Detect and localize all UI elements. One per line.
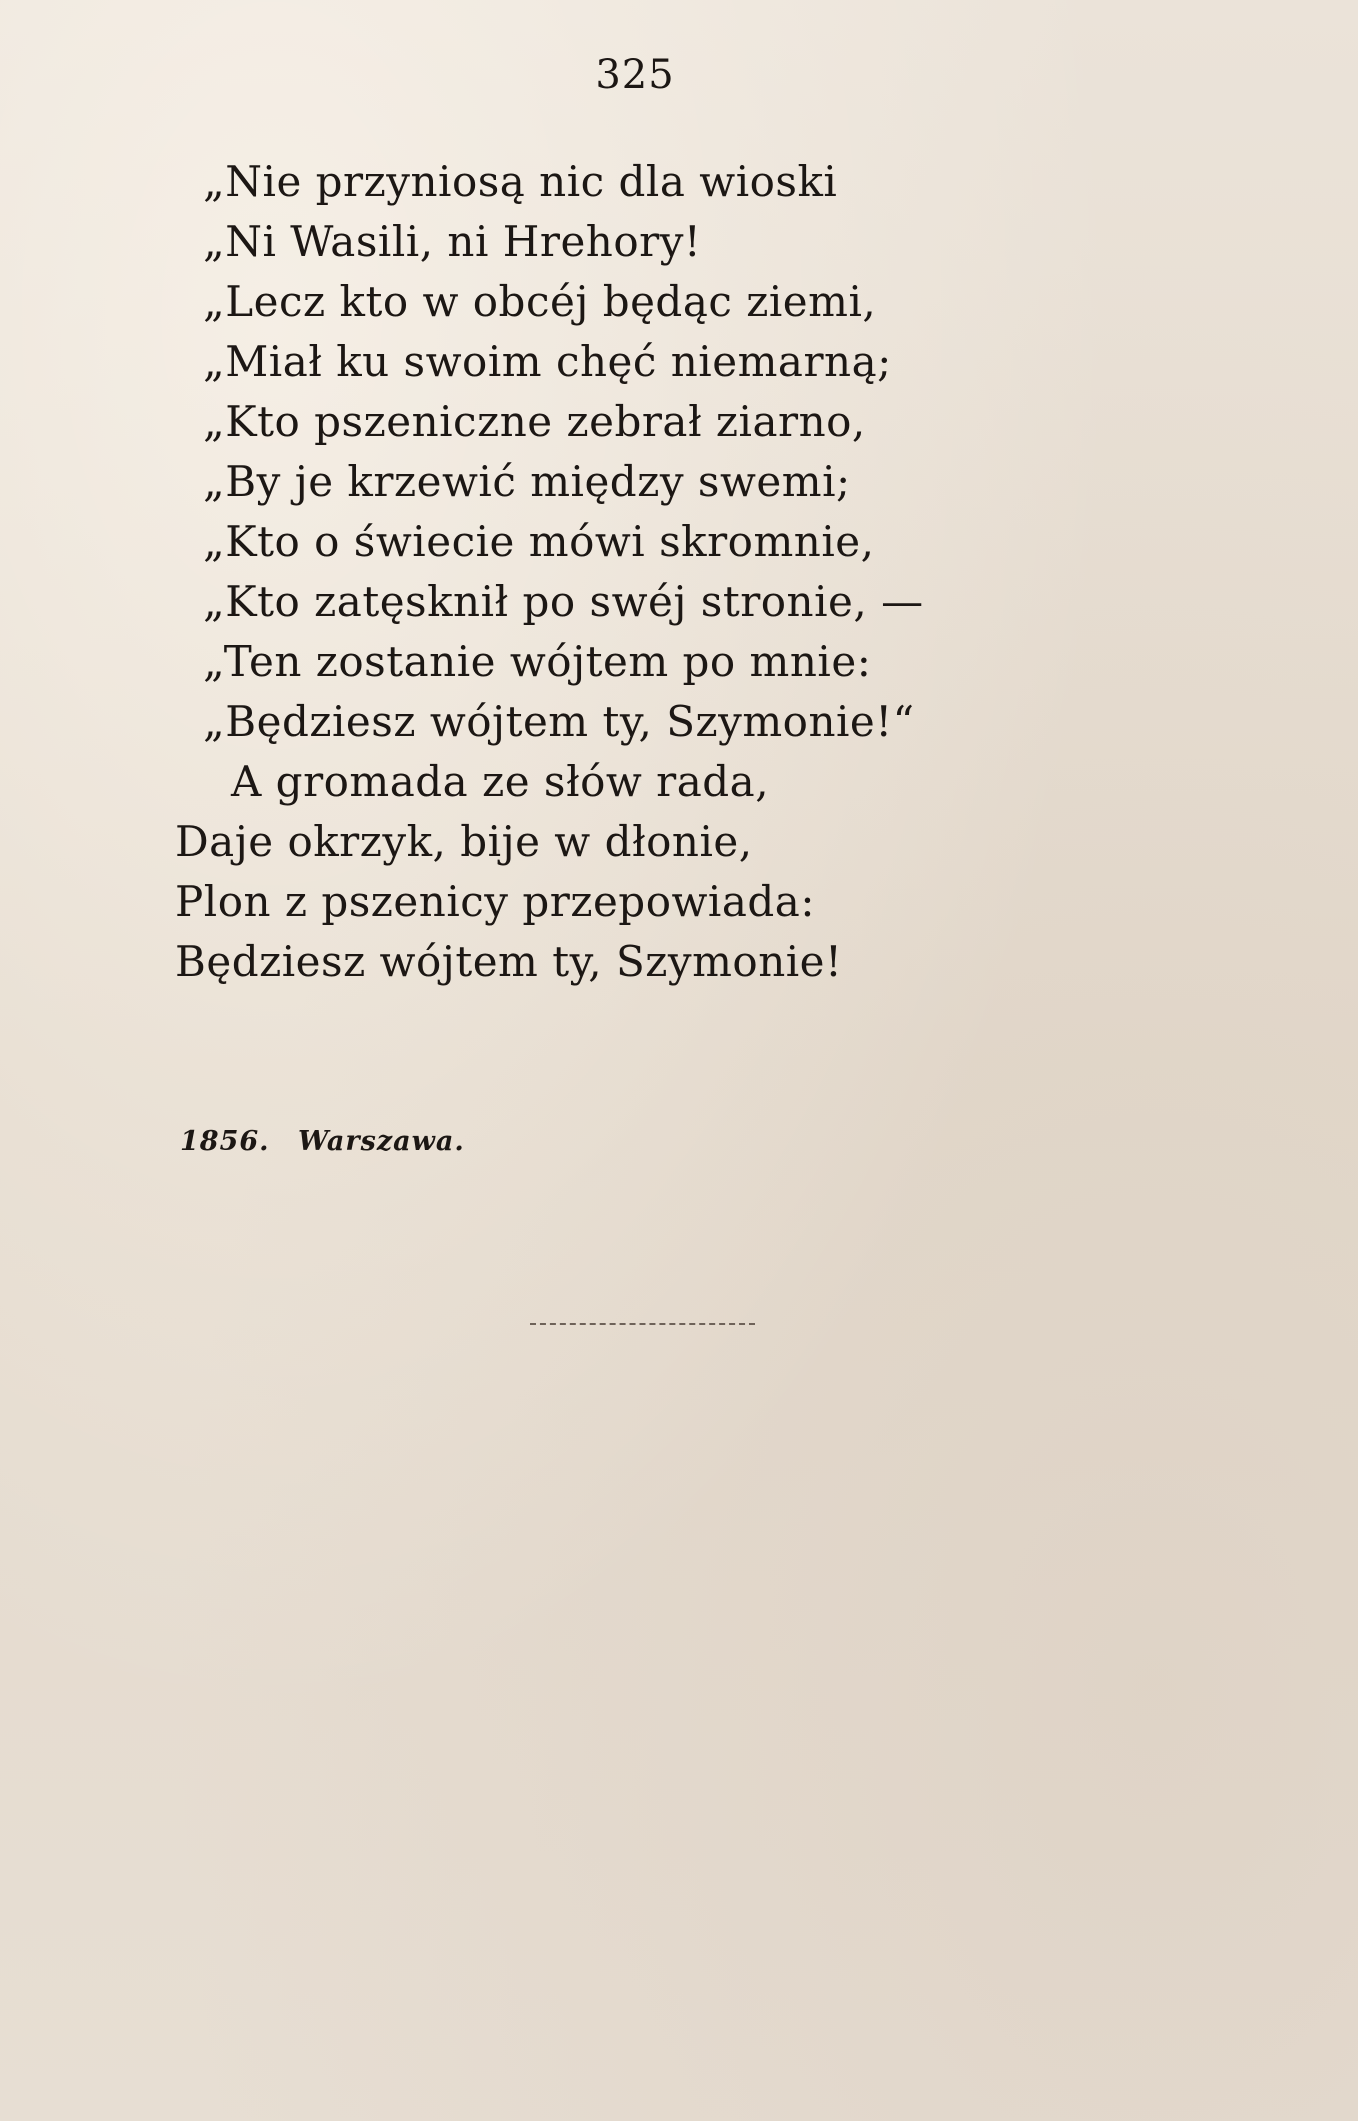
poem-line: „Kto zatęsknił po swéj stronie, —	[203, 577, 924, 626]
poem-line: Będziesz wójtem ty, Szymonie!	[175, 937, 843, 986]
poem-line: Plon z pszenicy przepowiada:	[175, 877, 815, 926]
page-number: 325	[595, 52, 675, 98]
dateline-year: 1856.	[180, 1126, 270, 1157]
poem-line: „Kto pszeniczne zebrał ziarno,	[203, 397, 866, 446]
dateline	[180, 1126, 465, 1157]
poem-stanza	[175, 152, 924, 992]
poem-line: „Kto o świecie mówi skromnie,	[203, 517, 875, 566]
end-rule-divider	[530, 1323, 755, 1325]
poem-line: „By je krzewić między swemi;	[203, 457, 851, 506]
poem-line: „Lecz kto w obcéj będąc ziemi,	[203, 277, 877, 326]
poem-line: Daje okrzyk, bije w dłonie,	[175, 817, 753, 866]
poem-line: „Będziesz wójtem ty, Szymonie!“	[203, 697, 915, 746]
poem-line: „Miał ku swoim chęć niemarną;	[203, 337, 892, 386]
dateline-place: Warszawa.	[297, 1126, 465, 1157]
poem-line: „Nie przyniosą nic dla wioski	[203, 157, 838, 206]
poem-line: „Ni Wasili, ni Hrehory!	[203, 217, 702, 266]
poem-line: A gromada ze słów rada,	[231, 757, 770, 806]
poem-line: „Ten zostanie wójtem po mnie:	[203, 637, 872, 686]
